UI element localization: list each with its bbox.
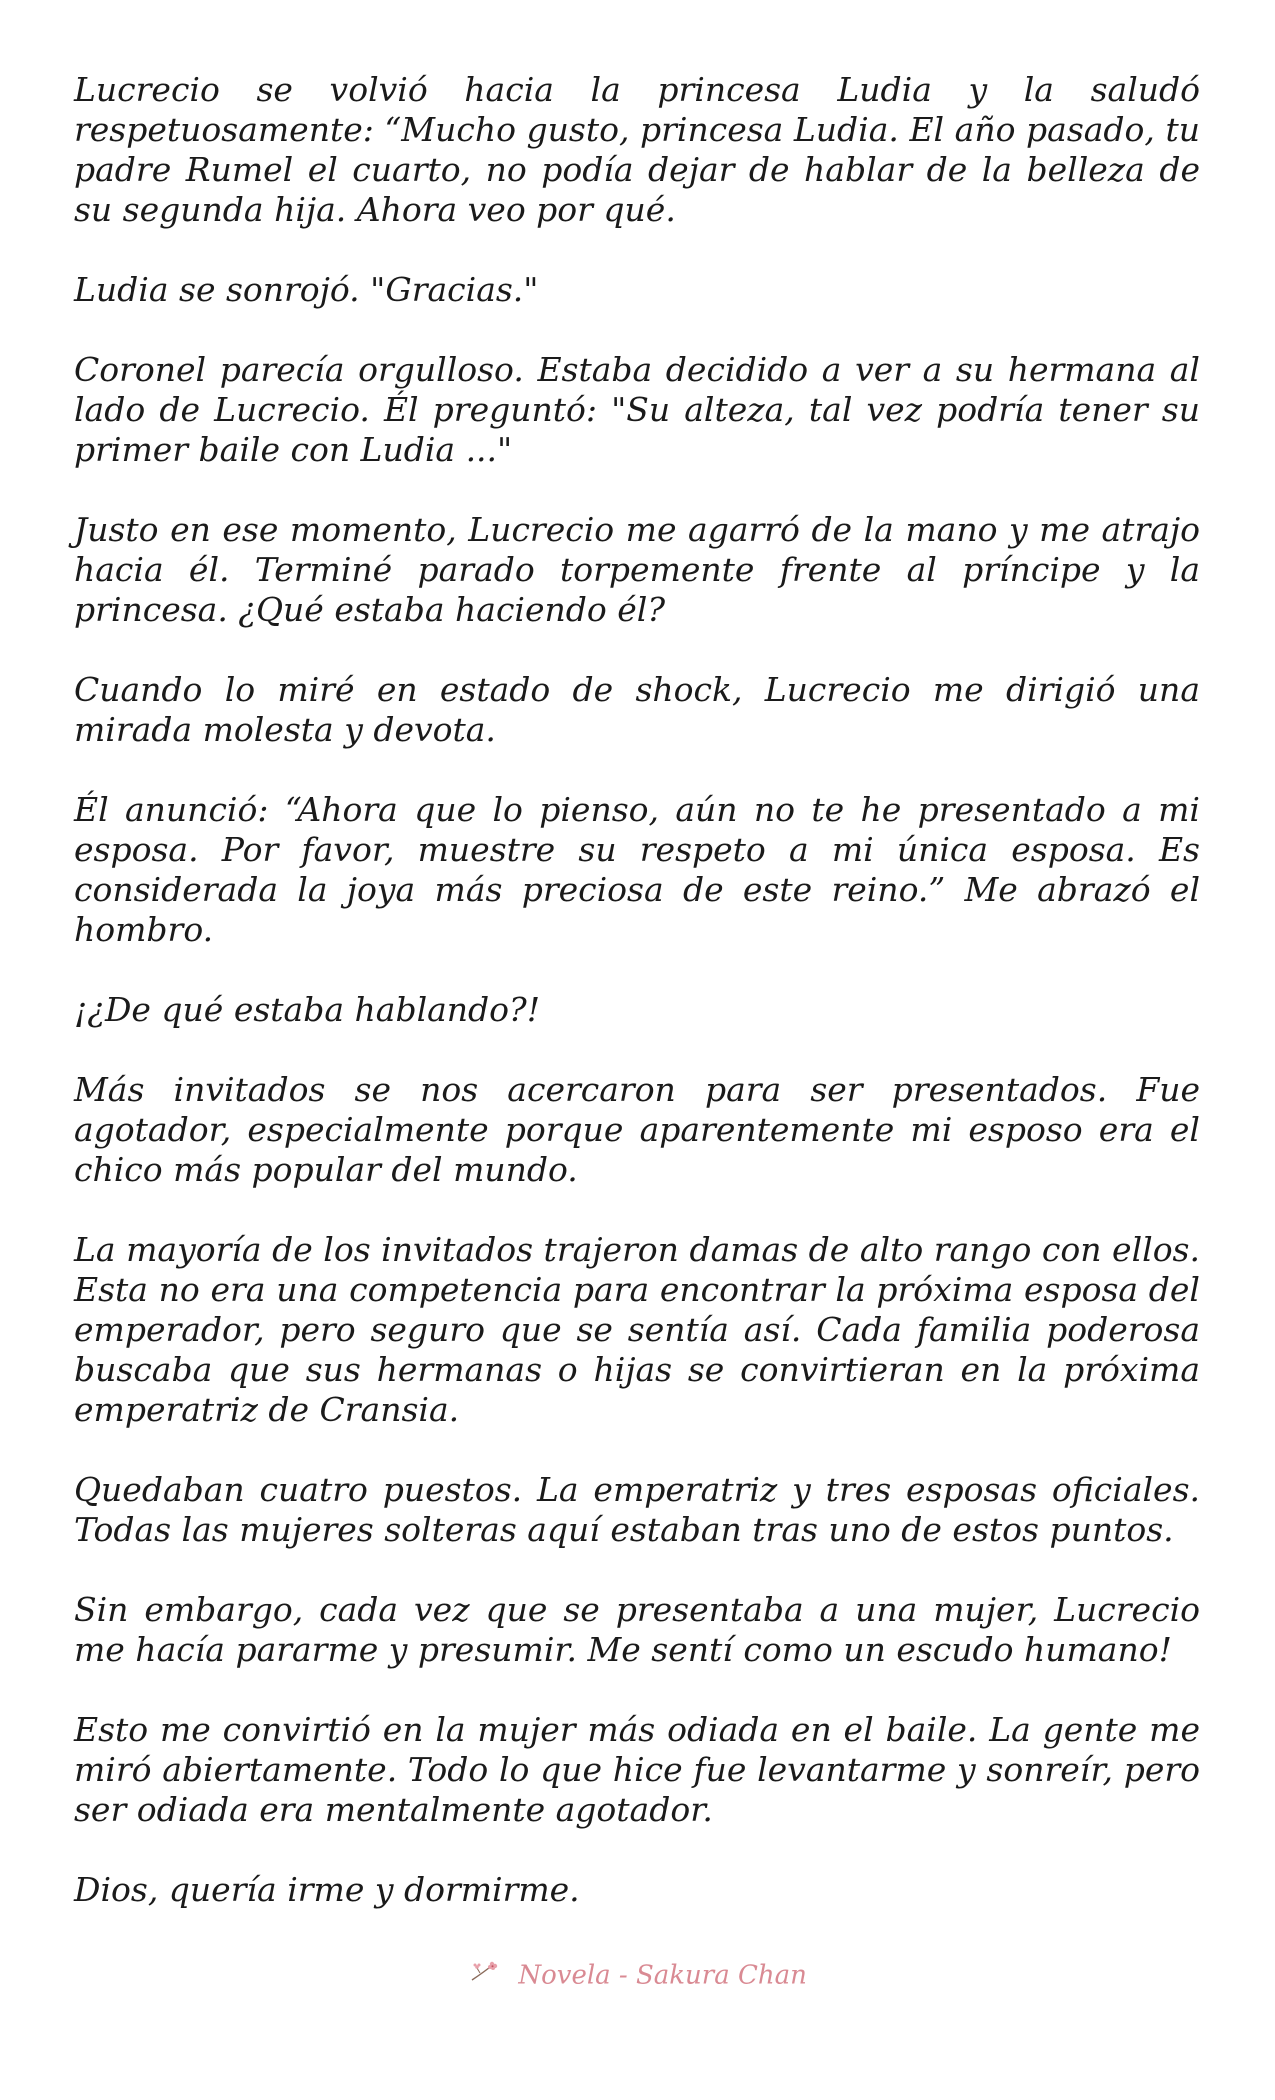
document-body: [74, 70, 1200, 1950]
paragraph-12: Esto me convirtió en la mujer más odiada en el baile. La gente me miró abiertamente. Todo lo que hice fue levantarme y sonreír, pero ser odiada era mentalmente agotador.: [74, 1710, 1200, 1829]
paragraph-1: Lucrecio se volvió hacia la princesa Ludia y la saludó respetuosamente: “Mucho gusto, princesa Ludia. El año pasado, tu padre Rumel el cuarto, no podía dejar de hablar de la belleza de su segunda hija. Ahora veo por qué.: [74, 70, 1200, 229]
paragraph-10: Quedaban cuatro puestos. La emperatriz y tres esposas oficiales. Todas las mujeres solteras aquí estaban tras uno de estos puntos.: [74, 1470, 1200, 1549]
paragraph-4: Justo en ese momento, Lucrecio me agarró de la mano y me atrajo hacia él. Terminé parado torpemente frente al príncipe y la princesa. ¿Qué estaba haciendo él?: [74, 510, 1200, 629]
footer-watermark: [0, 1958, 1275, 1993]
paragraph-13: Dios, quería irme y dormirme.: [74, 1870, 580, 1909]
paragraph-7: ¡¿De qué estaba hablando?!: [74, 990, 540, 1029]
watermark-label: Novela - Sakura Chan: [518, 1960, 807, 1991]
paragraph-11: Sin embargo, cada vez que se presentaba a una mujer, Lucrecio me hacía pararme y presumir. Me sentí como un escudo humano!: [74, 1590, 1200, 1669]
paragraph-9: La mayoría de los invitados trajeron damas de alto rango con ellos. Esta no era una competencia para encontrar la próxima esposa del emperador, pero seguro que se sentía así. Cada familia poderosa buscaba que sus hermanas o hijas se convirtieran en la próxima emperatriz de Cransia.: [74, 1230, 1200, 1429]
paragraph-6: Él anunció: “Ahora que lo pienso, aún no te he presentado a mi esposa. Por favor, muestre su respeto a mi única esposa. Es considerada la joya más preciosa de este reino.” Me abrazó el hombro.: [74, 790, 1200, 949]
paragraph-3: Coronel parecía orgulloso. Estaba decidido a ver a su hermana al lado de Lucrecio. Él preguntó: "Su alteza, tal vez podría tener su primer baile con Ludia ...": [74, 350, 1200, 469]
paragraph-2: Ludia se sonrojó. "Gracias.": [74, 270, 539, 309]
cherry-blossom-icon: [468, 1958, 500, 1993]
paragraph-8: Más invitados se nos acercaron para ser presentados. Fue agotador, especialmente porque aparentemente mi esposo era el chico más popular del mundo.: [74, 1070, 1200, 1189]
paragraph-5: Cuando lo miré en estado de shock, Lucrecio me dirigió una mirada molesta y devota.: [74, 670, 1200, 749]
